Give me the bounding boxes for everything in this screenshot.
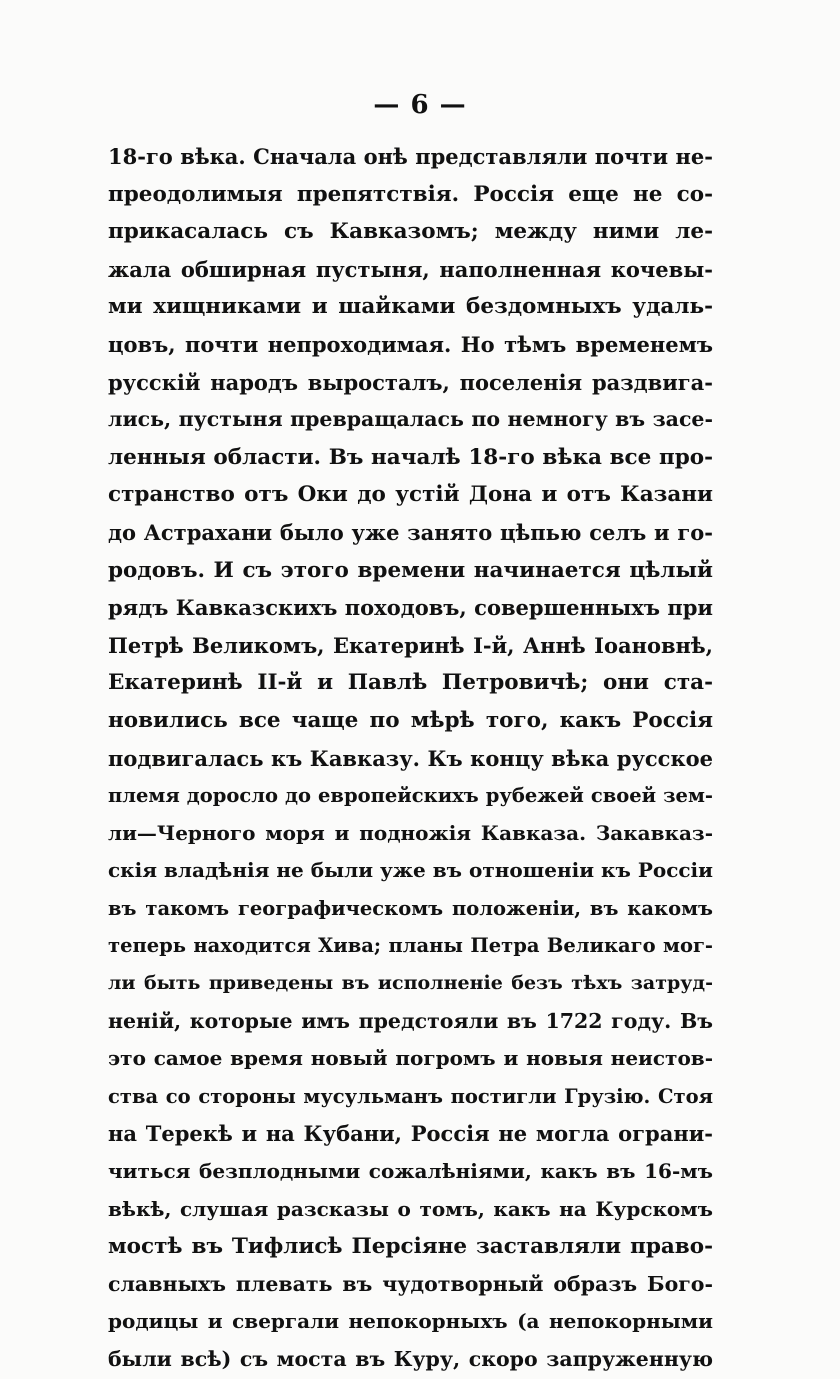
text-line: въ такомъ географическомъ положеніи, въ какомъ	[108, 896, 713, 920]
text-line: ленныя области. Въ началѣ 18-го вѣка все про-	[108, 444, 713, 470]
text-line: скія владѣнія не были уже въ отношеніи къ Россіи	[108, 858, 713, 883]
text-line: ми хищниками и шайками бездомныхъ удаль-	[108, 294, 713, 320]
text-line: вѣкѣ, слушая разсказы о томъ, какъ на Курскомъ	[108, 1196, 713, 1221]
text-line: Екатеринѣ II-й и Павлѣ Петровичѣ; они ста-	[108, 670, 713, 696]
text-line: родовъ. И съ этого времени начинается цѣлый	[108, 557, 713, 583]
body-text	[108, 138, 713, 1379]
text-line: жала обширная пустыня, наполненная кочевы-	[108, 256, 713, 282]
text-line: теперь находится Хива; планы Петра Великаго мог-	[108, 934, 713, 958]
text-line: племя доросло до европейскихъ рубежей своей зем-	[108, 784, 713, 808]
text-line: прикасалась съ Кавказомъ; между ними ле-	[108, 219, 713, 245]
text-line: лись, пустыня превращалась по немногу въ засе-	[108, 407, 713, 432]
text-line: Петрѣ Великомъ, Екатеринѣ I-й, Аннѣ Іоановнѣ,	[108, 632, 713, 658]
text-line: подвигалась къ Кавказу. Къ концу вѣка русское	[108, 745, 713, 771]
text-line: до Астрахани было уже занято цѣпью селъ и го-	[108, 519, 713, 545]
text-line: новились все чаще по мѣрѣ того, какъ Россія	[108, 707, 713, 733]
text-line: на Терекѣ и на Кубани, Россія не могла ограни-	[108, 1121, 713, 1147]
text-line: 18-го вѣка. Сначала онѣ представляли почти не-	[108, 144, 713, 169]
text-line: цовъ, почти непроходимая. Но тѣмъ временемъ	[108, 331, 713, 357]
text-line: читься безплодными сожалѣніями, какъ въ 16-мъ	[108, 1159, 713, 1184]
page-number: — 6 —	[373, 90, 467, 120]
text-line: родицы и свергали непокорныхъ (а непокорными	[108, 1309, 713, 1334]
text-line: были всѣ) съ моста въ Куру, скоро запруженную	[108, 1347, 713, 1371]
text-line: это самое время новый погромъ и новыя неистов-	[108, 1046, 713, 1071]
text-line: неній, которые имъ предстояли въ 1722 году. Въ	[108, 1008, 713, 1033]
text-line: ства со стороны мусульманъ постигли Грузію. Стоя	[108, 1084, 713, 1108]
text-line: мостѣ въ Тифлисѣ Персіяне заставляли право-	[108, 1234, 713, 1260]
text-line: русскій народъ выросталъ, поселенія раздвига-	[108, 369, 713, 395]
text-line: славныхъ плевать въ чудотворный образъ Бого-	[108, 1271, 713, 1296]
text-line: ли—Черного моря и подножія Кавказа. Закавказ-	[108, 820, 713, 845]
text-line: рядъ Кавказскихъ походовъ, совершенныхъ при	[108, 595, 713, 621]
text-line: ли быть приведены въ исполненіе безъ тѣхъ затруд-	[108, 972, 713, 995]
text-line: преодолимыя препятствія. Россія еще не со-	[108, 181, 713, 207]
text-line: странство отъ Оки до устій Дона и отъ Казани	[108, 482, 713, 508]
